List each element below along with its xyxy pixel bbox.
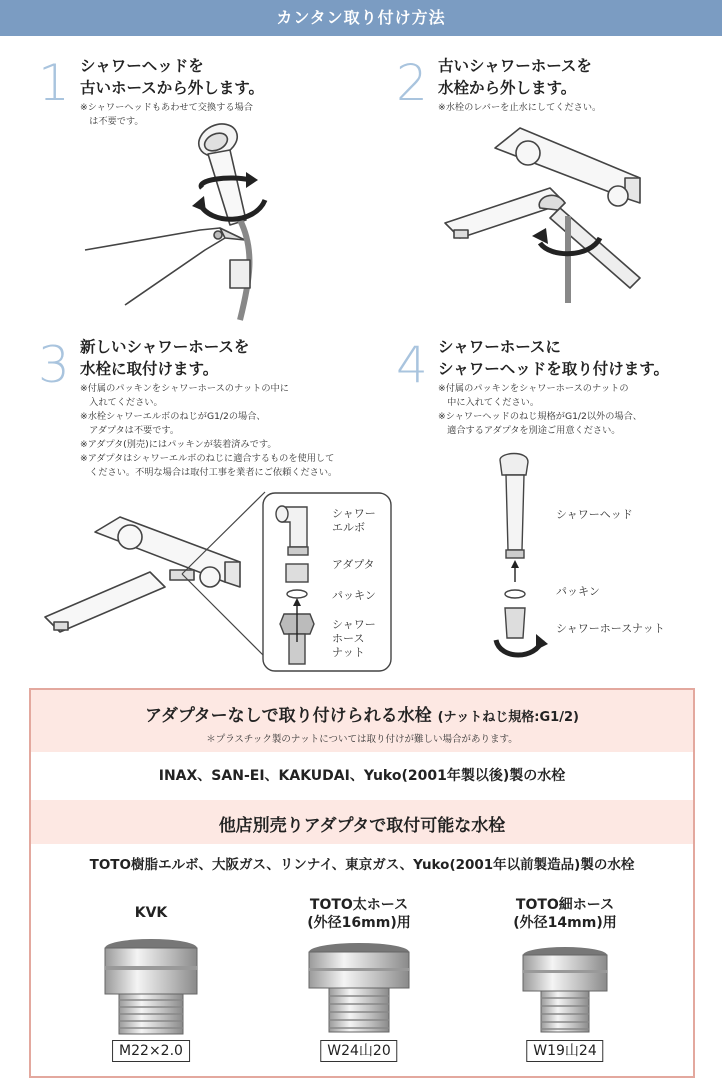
- note-line: ※付属のパッキンをシャワーホースのナットの: [438, 383, 629, 394]
- adapter-image: [521, 946, 609, 1034]
- label-line: シャワー: [332, 507, 376, 520]
- label-line: ナット: [332, 646, 365, 659]
- shower-head-label: シャワーヘッド: [556, 508, 633, 521]
- label-line: エルボ: [332, 521, 365, 534]
- compatible-brands: INAX、SAN-EI、KAKUDAI、Yuko(2001年製以後)製の水栓: [158, 768, 566, 784]
- step-title: [80, 55, 264, 99]
- note-line: ※シャワーヘッドのねじ規格がG1/2以外の場合、: [438, 411, 642, 422]
- step-number: 1: [38, 54, 70, 112]
- note-line: は不要です。: [80, 116, 144, 127]
- adapter-name: (外径16mm)用: [307, 915, 411, 931]
- step-title-line: シャワーホースに: [438, 338, 561, 356]
- thread-spec: (ナットねじ規格:G1/2): [437, 710, 579, 725]
- title-text: アダプターなしで取り付けられる水栓: [145, 706, 432, 726]
- thread-code: M22×2.0: [112, 1040, 190, 1062]
- packing-label: パッキン: [332, 589, 376, 602]
- step1-illustration: [80, 120, 310, 320]
- label-line: ホース: [332, 632, 365, 645]
- adapter-brands: TOTO樹脂エルボ、大阪ガス、リンナイ、東京ガス、Yuko(2001年以前製造品)製の水栓: [89, 857, 635, 873]
- step3-faucet-illustration: [40, 512, 270, 642]
- step-note: [438, 101, 601, 115]
- label-line: シャワー: [332, 618, 376, 631]
- hose-nut-label: [332, 618, 376, 660]
- plastic-nut-note: ＊プラスチック製のナットについては取り付けが難しい場合があります。: [206, 734, 518, 745]
- page-banner: カンタン取り付け方法: [0, 0, 722, 36]
- adapter-name: TOTO細ホース: [515, 897, 615, 913]
- step2-illustration: [440, 118, 660, 308]
- step-note: [438, 382, 642, 438]
- step-title-line: シャワーヘッドを: [80, 57, 204, 75]
- note-line: ※水栓シャワーエルボのねじがG1/2の場合、: [80, 411, 266, 422]
- step-title-line: 水栓から外します。: [438, 79, 577, 97]
- adapter-toto-thin: [485, 896, 645, 1064]
- no-adapter-title: [31, 701, 693, 726]
- step4-illustration: [488, 450, 558, 660]
- step-note: [80, 382, 337, 480]
- hose-nut-label: シャワーホースナット: [556, 622, 665, 635]
- adapter-name: KVK: [134, 905, 168, 921]
- note-line: ※水栓のレバーを止水にしてください。: [438, 102, 602, 113]
- step-number: 2: [396, 54, 428, 112]
- step-title: [80, 336, 249, 380]
- adapter-name: (外径14mm)用: [513, 915, 617, 931]
- step-title-line: 新しいシャワーホースを: [80, 338, 250, 356]
- elbow-label: [332, 507, 376, 535]
- step-title-line: シャワーヘッドを取り付けます。: [438, 360, 669, 378]
- step-title-line: 水栓に取付けます。: [80, 360, 219, 378]
- packing-label: パッキン: [556, 585, 600, 598]
- note-line: ※アダプタはシャワーエルボのねじに適合するものを使用して: [80, 453, 335, 464]
- adapter-toto-thick: [279, 896, 439, 1064]
- adapter-required-title: 他店別売りアダプタで取付可能な水栓: [218, 816, 506, 836]
- step-number: 3: [38, 336, 70, 394]
- adapter-image: [103, 938, 199, 1036]
- thread-code: W24山20: [320, 1040, 397, 1062]
- thread-code: W19山24: [526, 1040, 603, 1062]
- adapter-kvk: [71, 904, 231, 1064]
- note-line: ※付属のパッキンをシャワーホースのナットの中に: [80, 383, 289, 394]
- note-line: ※アダプタ(別売)にはパッキンが装着済みです。: [80, 439, 277, 450]
- note-line: 入れてください。: [80, 397, 163, 408]
- step-title-line: 古いホースから外します。: [80, 79, 264, 97]
- adapter-name: TOTO太ホース: [309, 897, 409, 913]
- step-title-line: 古いシャワーホースを: [438, 57, 592, 75]
- note-line: アダプタは不要です。: [80, 425, 180, 436]
- note-line: ください。不明な場合は取付工事を業者にご依頼ください。: [80, 467, 338, 478]
- note-line: 中に入れてください。: [438, 397, 540, 408]
- adapter-label: アダプタ: [332, 558, 375, 571]
- step-title: [438, 55, 592, 99]
- step-title: [438, 336, 669, 380]
- note-line: 適合するアダプタを別途ご用意ください。: [438, 425, 621, 436]
- compatibility-box: [29, 688, 695, 1078]
- step-number: 4: [396, 336, 428, 394]
- note-line: ※シャワーヘッドもあわせて交換する場合: [80, 102, 253, 113]
- adapter-image: [307, 942, 411, 1034]
